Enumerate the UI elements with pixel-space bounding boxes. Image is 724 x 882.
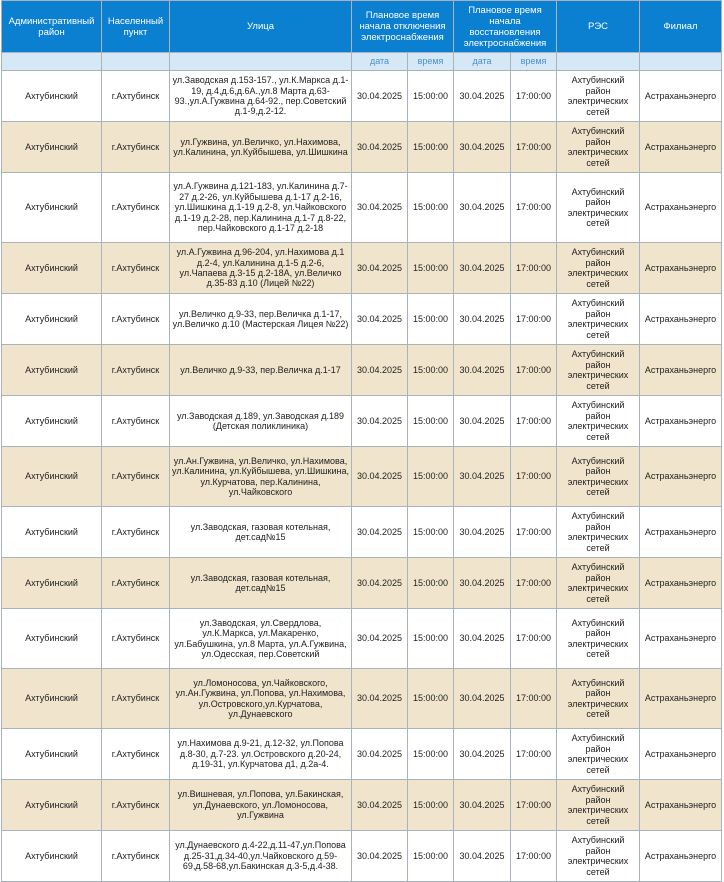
cell-off-time: 15:00:00 xyxy=(408,447,454,507)
cell-on-date: 30.04.2025 xyxy=(454,447,511,507)
table-row xyxy=(2,243,722,294)
subheader-empty xyxy=(102,53,170,71)
cell-on-date: 30.04.2025 xyxy=(454,345,511,396)
cell-on-date: 30.04.2025 xyxy=(454,831,511,882)
cell-off-time: 15:00:00 xyxy=(408,609,454,669)
cell-on-time: 17:00:00 xyxy=(511,396,557,447)
cell-district: Ахтубинский xyxy=(2,507,102,558)
cell-branch: Астраханьэнерго xyxy=(640,396,722,447)
cell-district: Ахтубинский xyxy=(2,558,102,609)
cell-res: Ахтубинский район электрических сетей xyxy=(557,243,640,294)
cell-off-date: 30.04.2025 xyxy=(352,558,408,609)
header-row xyxy=(2,1,722,53)
cell-res: Ахтубинский район электрических сетей xyxy=(557,831,640,882)
cell-on-time: 17:00:00 xyxy=(511,447,557,507)
cell-off-date: 30.04.2025 xyxy=(352,243,408,294)
cell-res: Ахтубинский район электрических сетей xyxy=(557,669,640,729)
table-row xyxy=(2,122,722,173)
cell-off-date: 30.04.2025 xyxy=(352,831,408,882)
table-row xyxy=(2,507,722,558)
cell-on-date: 30.04.2025 xyxy=(454,71,511,122)
cell-branch: Астраханьэнерго xyxy=(640,173,722,243)
cell-res: Ахтубинский район электрических сетей xyxy=(557,447,640,507)
cell-on-date: 30.04.2025 xyxy=(454,122,511,173)
cell-on-date: 30.04.2025 xyxy=(454,507,511,558)
subheader-empty xyxy=(640,53,722,71)
cell-district: Ахтубинский xyxy=(2,122,102,173)
cell-street: ул.Ломоносова, ул.Чайковского, ул.Ан.Гужвина, ул.Попова, ул.Нахимова, ул.Островского,ул.Курчатова, ул.Дунаевского xyxy=(170,669,352,729)
cell-on-time: 17:00:00 xyxy=(511,507,557,558)
cell-off-time: 15:00:00 xyxy=(408,780,454,831)
subheader-empty xyxy=(170,53,352,71)
cell-branch: Астраханьэнерго xyxy=(640,345,722,396)
cell-off-date: 30.04.2025 xyxy=(352,122,408,173)
cell-off-time: 15:00:00 xyxy=(408,396,454,447)
cell-branch: Астраханьэнерго xyxy=(640,729,722,780)
subheader-row xyxy=(2,53,722,71)
table-body xyxy=(2,71,722,882)
cell-on-date: 30.04.2025 xyxy=(454,609,511,669)
cell-on-time: 17:00:00 xyxy=(511,173,557,243)
cell-off-date: 30.04.2025 xyxy=(352,345,408,396)
cell-locality: г.Ахтубинск xyxy=(102,294,170,345)
cell-branch: Астраханьэнерго xyxy=(640,609,722,669)
cell-on-date: 30.04.2025 xyxy=(454,780,511,831)
cell-on-time: 17:00:00 xyxy=(511,345,557,396)
cell-locality: г.Ахтубинск xyxy=(102,831,170,882)
cell-locality: г.Ахтубинск xyxy=(102,243,170,294)
cell-on-time: 17:00:00 xyxy=(511,243,557,294)
cell-street: ул.Вишневая, ул.Попова, ул.Бакинская, ул.Дунаевского, ул.Ломоносова, ул.Гужвина xyxy=(170,780,352,831)
cell-district: Ахтубинский xyxy=(2,243,102,294)
cell-on-date: 30.04.2025 xyxy=(454,243,511,294)
cell-off-date: 30.04.2025 xyxy=(352,173,408,243)
cell-off-date: 30.04.2025 xyxy=(352,729,408,780)
cell-locality: г.Ахтубинск xyxy=(102,122,170,173)
cell-off-date: 30.04.2025 xyxy=(352,507,408,558)
cell-street: ул.А.Гужвина д.121-183, ул.Калинина д.7-27 д.2-26, ул.Куйбышева д.1-17 д.2-16, ул.Шишкина д.1-19 д.2-8, ул.Чайковского д.1-19 д.2-28, пер.Калинина д.1-7 д.8-22, пер.Чайковского д.1-17 д.2-18 xyxy=(170,173,352,243)
cell-street: ул.Дунаевского д.4-22,д.11-47,ул.Попова д.25-31,д.34-40,ул.Чайковского д.59-69,д.58-68,ул.Бакинская д.3-5,д.4-38. xyxy=(170,831,352,882)
header-res: РЭС xyxy=(557,1,640,53)
cell-street: ул.Гужвина, ул.Величко, ул.Нахимова, ул.Калинина, ул.Куйбышева, ул.Шишкина xyxy=(170,122,352,173)
cell-off-date: 30.04.2025 xyxy=(352,447,408,507)
cell-street: ул.Заводская, ул.Свердлова, ул.К.Маркса, ул.Макаренко, ул.Бабушкина, ул.8 Марта, ул.А.Гужвина, ул.Одесская, пер.Советский xyxy=(170,609,352,669)
cell-res: Ахтубинский район электрических сетей xyxy=(557,609,640,669)
cell-street: ул.Ан.Гужвина, ул.Величко, ул.Нахимова, ул.Калинина, ул.Куйбышева, ул.Шишкина, ул.Курчатова, пер.Калинина, ул.Чайковского xyxy=(170,447,352,507)
cell-district: Ахтубинский xyxy=(2,396,102,447)
table-row xyxy=(2,294,722,345)
cell-on-time: 17:00:00 xyxy=(511,71,557,122)
cell-off-date: 30.04.2025 xyxy=(352,396,408,447)
cell-off-time: 15:00:00 xyxy=(408,294,454,345)
cell-locality: г.Ахтубинск xyxy=(102,173,170,243)
cell-branch: Астраханьэнерго xyxy=(640,243,722,294)
cell-on-date: 30.04.2025 xyxy=(454,669,511,729)
cell-district: Ахтубинский xyxy=(2,294,102,345)
table-row xyxy=(2,345,722,396)
table-row xyxy=(2,173,722,243)
table-row xyxy=(2,729,722,780)
cell-locality: г.Ахтубинск xyxy=(102,345,170,396)
table-row xyxy=(2,447,722,507)
cell-district: Ахтубинский xyxy=(2,780,102,831)
cell-on-date: 30.04.2025 xyxy=(454,294,511,345)
cell-off-date: 30.04.2025 xyxy=(352,780,408,831)
cell-street: ул.Величко д.9-33, пер.Величка д.1-17, ул.Величко д.10 (Мастерская Лицея №22) xyxy=(170,294,352,345)
table-row xyxy=(2,396,722,447)
table-row xyxy=(2,71,722,122)
cell-on-time: 17:00:00 xyxy=(511,122,557,173)
cell-off-time: 15:00:00 xyxy=(408,669,454,729)
cell-locality: г.Ахтубинск xyxy=(102,447,170,507)
cell-off-time: 15:00:00 xyxy=(408,831,454,882)
cell-district: Ахтубинский xyxy=(2,447,102,507)
cell-on-time: 17:00:00 xyxy=(511,558,557,609)
header-locality: Населенный пункт xyxy=(102,1,170,53)
header-district: Административный район xyxy=(2,1,102,53)
cell-res: Ахтубинский район электрических сетей xyxy=(557,558,640,609)
cell-locality: г.Ахтубинск xyxy=(102,609,170,669)
cell-off-time: 15:00:00 xyxy=(408,173,454,243)
cell-locality: г.Ахтубинск xyxy=(102,396,170,447)
header-street: Улица xyxy=(170,1,352,53)
cell-off-time: 15:00:00 xyxy=(408,558,454,609)
table-row xyxy=(2,669,722,729)
subheader-empty xyxy=(2,53,102,71)
cell-on-time: 17:00:00 xyxy=(511,609,557,669)
cell-district: Ахтубинский xyxy=(2,345,102,396)
cell-on-time: 17:00:00 xyxy=(511,780,557,831)
table-row xyxy=(2,780,722,831)
cell-off-time: 15:00:00 xyxy=(408,729,454,780)
cell-res: Ахтубинский район электрических сетей xyxy=(557,122,640,173)
cell-res: Ахтубинский район электрических сетей xyxy=(557,729,640,780)
cell-district: Ахтубинский xyxy=(2,71,102,122)
cell-off-time: 15:00:00 xyxy=(408,122,454,173)
cell-district: Ахтубинский xyxy=(2,729,102,780)
cell-on-date: 30.04.2025 xyxy=(454,173,511,243)
cell-district: Ахтубинский xyxy=(2,609,102,669)
cell-on-date: 30.04.2025 xyxy=(454,396,511,447)
cell-locality: г.Ахтубинск xyxy=(102,507,170,558)
cell-branch: Астраханьэнерго xyxy=(640,669,722,729)
cell-res: Ахтубинский район электрических сетей xyxy=(557,780,640,831)
cell-street: ул.Заводская д.153-157., ул.К.Маркса д.1-19, д.4,д.6,д.6А.,ул.8 Марта д.63-93.,ул.А.Гужвина д.64-92., пер.Советский д.1-9,д.2-12. xyxy=(170,71,352,122)
table-row xyxy=(2,831,722,882)
cell-street: ул.А.Гужвина д.96-204, ул.Нахимова д.1 д.2-4, ул.Калинина д.1-5 д.2-6, ул.Чапаева д.3-15 д.2-18А, ул.Величко д.35-83 д.10 (Лицей №22) xyxy=(170,243,352,294)
outage-table xyxy=(1,0,722,882)
cell-on-date: 30.04.2025 xyxy=(454,558,511,609)
table-row xyxy=(2,609,722,669)
cell-off-time: 15:00:00 xyxy=(408,345,454,396)
cell-on-time: 17:00:00 xyxy=(511,729,557,780)
cell-on-time: 17:00:00 xyxy=(511,831,557,882)
table-row xyxy=(2,558,722,609)
cell-district: Ахтубинский xyxy=(2,173,102,243)
subheader-on-time: время xyxy=(511,53,557,71)
subheader-empty xyxy=(557,53,640,71)
cell-res: Ахтубинский район электрических сетей xyxy=(557,345,640,396)
header-branch: Филиал xyxy=(640,1,722,53)
cell-locality: г.Ахтубинск xyxy=(102,669,170,729)
cell-branch: Астраханьэнерго xyxy=(640,71,722,122)
subheader-off-date: дата xyxy=(352,53,408,71)
cell-branch: Астраханьэнерго xyxy=(640,507,722,558)
cell-off-time: 15:00:00 xyxy=(408,71,454,122)
cell-branch: Астраханьэнерго xyxy=(640,780,722,831)
cell-on-date: 30.04.2025 xyxy=(454,729,511,780)
header-planned-off: Плановое время начала отключения электроснабжения xyxy=(352,1,454,53)
cell-res: Ахтубинский район электрических сетей xyxy=(557,294,640,345)
cell-res: Ахтубинский район электрических сетей xyxy=(557,507,640,558)
cell-off-time: 15:00:00 xyxy=(408,243,454,294)
cell-street: ул.Величко д.9-33, пер.Величка д.1-17 xyxy=(170,345,352,396)
cell-on-time: 17:00:00 xyxy=(511,669,557,729)
cell-locality: г.Ахтубинск xyxy=(102,780,170,831)
cell-res: Ахтубинский район электрических сетей xyxy=(557,71,640,122)
cell-off-time: 15:00:00 xyxy=(408,507,454,558)
cell-street: ул.Нахимова д.9-21, д.12-32, ул.Попова д.8-30, д.7-23. ул.Островского д.20-24, д.19-31, ул.Курчатова д1, д.2а-4. xyxy=(170,729,352,780)
cell-district: Ахтубинский xyxy=(2,669,102,729)
cell-on-time: 17:00:00 xyxy=(511,294,557,345)
header-planned-on: Плановое время начала восстановления электроснабжения xyxy=(454,1,557,53)
cell-branch: Астраханьэнерго xyxy=(640,558,722,609)
cell-off-date: 30.04.2025 xyxy=(352,669,408,729)
cell-off-date: 30.04.2025 xyxy=(352,294,408,345)
cell-street: ул.Заводская д.189, ул.Заводская д.189 (Детская поликлиника) xyxy=(170,396,352,447)
cell-locality: г.Ахтубинск xyxy=(102,71,170,122)
cell-off-date: 30.04.2025 xyxy=(352,71,408,122)
cell-branch: Астраханьэнерго xyxy=(640,294,722,345)
cell-res: Ахтубинский район электрических сетей xyxy=(557,396,640,447)
cell-branch: Астраханьэнерго xyxy=(640,447,722,507)
cell-locality: г.Ахтубинск xyxy=(102,558,170,609)
cell-off-date: 30.04.2025 xyxy=(352,609,408,669)
cell-branch: Астраханьэнерго xyxy=(640,831,722,882)
cell-street: ул.Заводская, газовая котельная, дет.сад№15 xyxy=(170,558,352,609)
cell-branch: Астраханьэнерго xyxy=(640,122,722,173)
cell-district: Ахтубинский xyxy=(2,831,102,882)
subheader-on-date: дата xyxy=(454,53,511,71)
cell-res: Ахтубинский район электрических сетей xyxy=(557,173,640,243)
cell-locality: г.Ахтубинск xyxy=(102,729,170,780)
cell-street: ул.Заводская, газовая котельная, дет.сад№15 xyxy=(170,507,352,558)
subheader-off-time: время xyxy=(408,53,454,71)
